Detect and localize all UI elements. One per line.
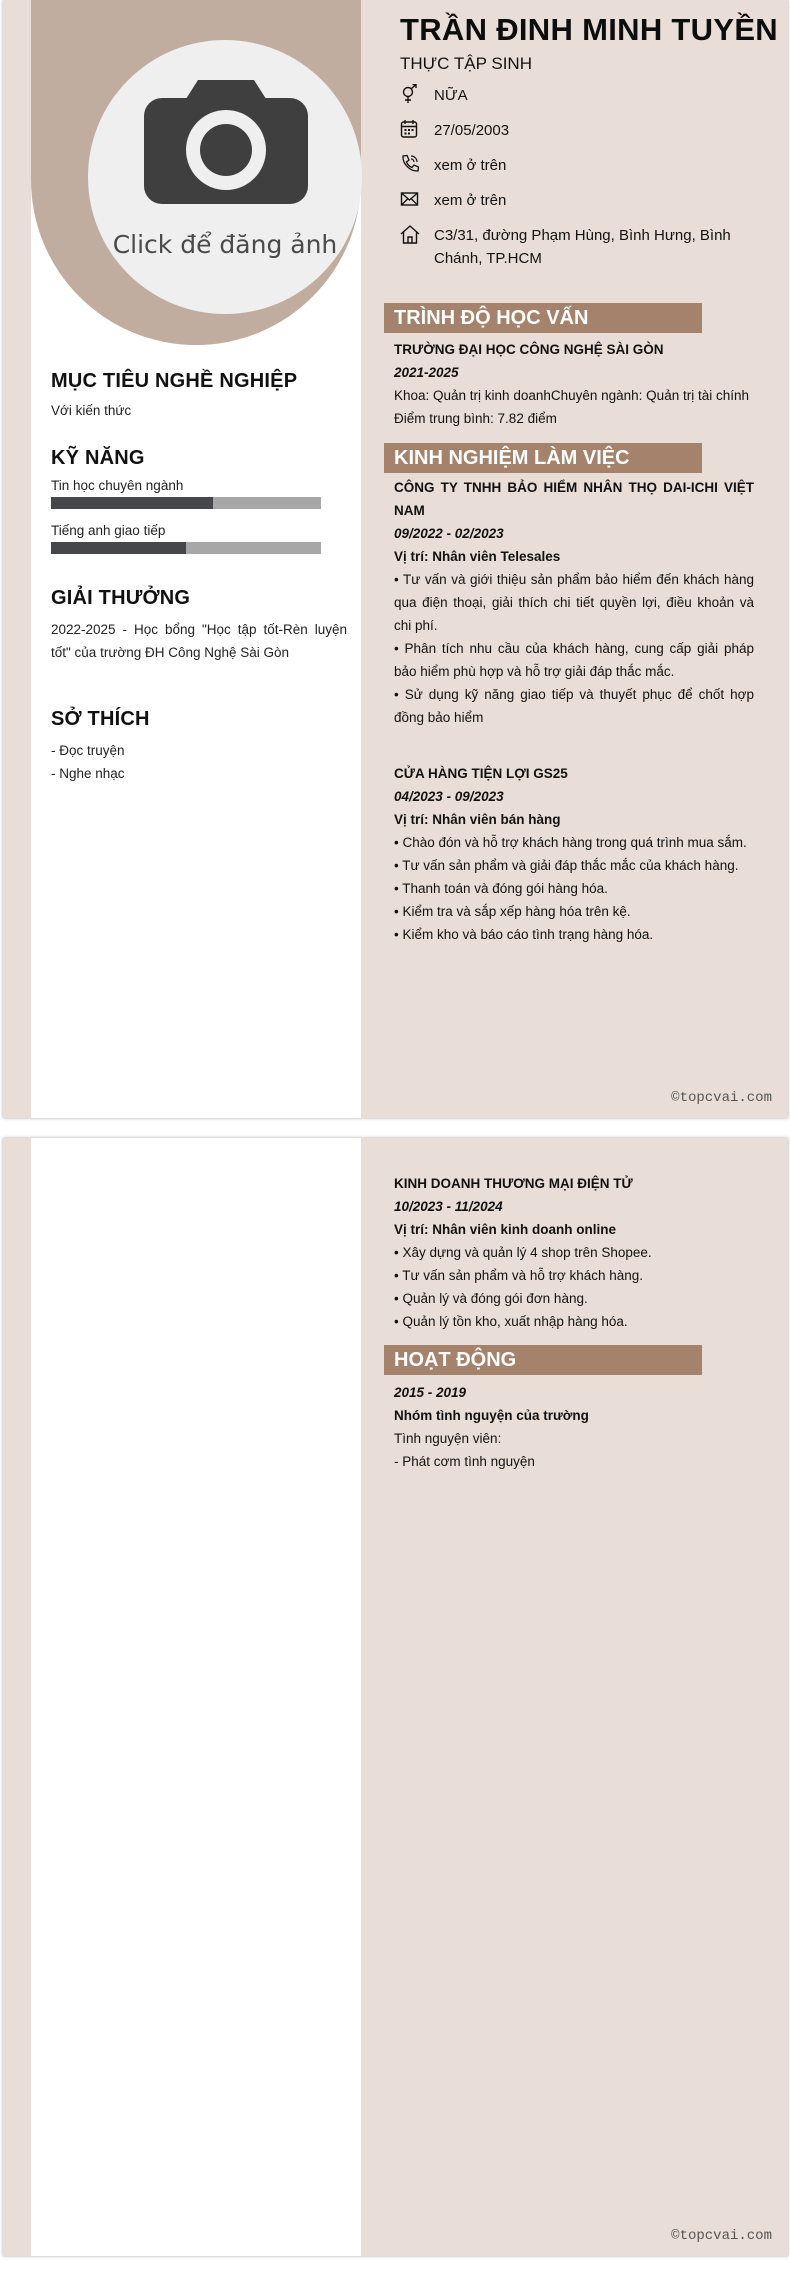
job-bullet: • Tư vấn sản phẩm và giải đáp thắc mắc của khách hàng. bbox=[394, 858, 739, 873]
skills-section bbox=[51, 447, 347, 554]
skill-bar-fill bbox=[51, 542, 186, 554]
education-gpa: Điểm trung bình: 7.82 điểm bbox=[394, 411, 557, 426]
camera-icon bbox=[144, 80, 308, 204]
cv-page-1 bbox=[3, 0, 788, 1118]
email-value: xem ở trên bbox=[434, 192, 507, 209]
activities-title: HOẠT ĐỘNG bbox=[384, 1345, 702, 1375]
activity-org: Nhóm tình nguyện của trường bbox=[394, 1408, 589, 1423]
phone-value: xem ở trên bbox=[434, 157, 507, 174]
job-block bbox=[394, 1172, 754, 1333]
hobby-item: - Nghe nhạc bbox=[51, 766, 125, 781]
job-position: Vị trí: Nhân viên bán hàng bbox=[394, 812, 561, 827]
hobbies-title: SỞ THÍCH bbox=[51, 708, 150, 730]
job-bullet: • Kiểm tra và sắp xếp hàng hóa trên kệ. bbox=[394, 904, 631, 919]
phone-row bbox=[400, 154, 770, 177]
activity-role: Tình nguyện viên: bbox=[394, 1431, 502, 1446]
cv-page-2 bbox=[3, 1138, 788, 2256]
job-bullet: • Quản lý tồn kho, xuất nhập hàng hóa. bbox=[394, 1314, 628, 1329]
objective-text: Với kiến thức bbox=[51, 403, 132, 418]
address-row bbox=[400, 224, 770, 270]
activity-block bbox=[394, 1381, 754, 1473]
job-block bbox=[394, 762, 754, 946]
photo-upload-label: Click để đăng ảnh bbox=[112, 230, 338, 259]
calendar-icon bbox=[400, 119, 434, 141]
birthday-row bbox=[400, 119, 770, 142]
activity-period: 2015 - 2019 bbox=[394, 1385, 467, 1400]
phone-icon bbox=[400, 154, 434, 176]
photo-upload[interactable] bbox=[88, 40, 362, 314]
hobby-item: - Đọc truyện bbox=[51, 743, 125, 758]
skill-label: Tiếng anh giao tiếp bbox=[51, 523, 166, 538]
address-value: C3/31, đường Phạm Hùng, Bình Hưng, Bình Chánh, TP.HCM bbox=[434, 227, 731, 267]
gender-value: NỮA bbox=[434, 87, 468, 104]
job-bullet: • Quản lý và đóng gói đơn hàng. bbox=[394, 1291, 588, 1306]
left-column bbox=[31, 1138, 361, 2256]
job-company: CÔNG TY TNHH BẢO HIỂM NHÂN THỌ DAI-ICHI VIỆT NAM bbox=[394, 480, 754, 518]
gender-row bbox=[400, 84, 770, 107]
candidate-name: TRẦN ĐINH MINH TUYỀN bbox=[400, 12, 778, 47]
job-company: KINH DOANH THƯƠNG MẠI ĐIỆN TỬ bbox=[394, 1176, 633, 1191]
hobbies-section bbox=[51, 708, 347, 785]
job-block bbox=[394, 476, 754, 729]
awards-title: GIẢI THƯỞNG bbox=[51, 587, 191, 609]
watermark: ©topcvai.com bbox=[671, 1090, 772, 1106]
awards-text: 2022-2025 - Học bổng "Học tập tốt-Rèn luyện tốt" của trường ĐH Công Nghệ Sài Gòn bbox=[51, 622, 347, 660]
job-bullet: • Phân tích nhu cầu của khách hàng, cung cấp giải pháp bảo hiểm phù hợp và hỗ trợ giải đáp thắc mắc. bbox=[394, 641, 754, 679]
experience-title: KINH NGHIỆM LÀM VIỆC bbox=[384, 443, 702, 473]
job-period: 04/2023 - 09/2023 bbox=[394, 789, 504, 804]
awards-section bbox=[51, 587, 347, 664]
education-major: Khoa: Quản trị kinh doanhChuyên ngành: Quản trị tài chính bbox=[394, 388, 749, 403]
skills-title: KỸ NĂNG bbox=[51, 447, 145, 469]
job-bullet: • Tư vấn và giới thiệu sản phẩm bảo hiểm đến khách hàng qua điện thoại, giải thích chi tiết quyền lợi, điều khoản và chi phí. bbox=[394, 572, 754, 633]
job-period: 10/2023 - 11/2024 bbox=[394, 1199, 503, 1214]
gender-icon bbox=[400, 84, 434, 106]
job-bullet: • Sử dụng kỹ năng giao tiếp và thuyết phục để chốt hợp đồng bảo hiểm bbox=[394, 687, 754, 725]
education-period: 2021-2025 bbox=[394, 365, 459, 380]
job-position: Vị trí: Nhân viên Telesales bbox=[394, 549, 561, 564]
education-title: TRÌNH ĐỘ HỌC VẤN bbox=[384, 303, 702, 333]
job-company: CỬA HÀNG TIỆN LỢI GS25 bbox=[394, 766, 568, 781]
left-strip bbox=[3, 1138, 31, 2256]
candidate-role: THỰC TẬP SINH bbox=[400, 54, 532, 73]
school-name: TRƯỜNG ĐẠI HỌC CÔNG NGHỆ SÀI GÒN bbox=[394, 342, 664, 357]
objective-section bbox=[51, 370, 347, 422]
skill-label: Tin học chuyên ngành bbox=[51, 478, 184, 493]
job-bullet: • Thanh toán và đóng gói hàng hóa. bbox=[394, 881, 608, 896]
home-icon bbox=[400, 224, 434, 246]
job-bullet: • Chào đón và hỗ trợ khách hàng trong quá trình mua sắm. bbox=[394, 835, 747, 850]
job-bullet: • Xây dựng và quản lý 4 shop trên Shopee. bbox=[394, 1245, 652, 1260]
skill-bar bbox=[51, 497, 321, 509]
email-row bbox=[400, 189, 770, 212]
activity-detail: - Phát cơm tình nguyện bbox=[394, 1454, 535, 1469]
birthday-value: 27/05/2003 bbox=[434, 122, 510, 139]
job-position: Vị trí: Nhân viên kinh doanh online bbox=[394, 1222, 617, 1237]
education-block bbox=[394, 338, 754, 430]
left-strip bbox=[3, 0, 31, 1118]
skill-bar bbox=[51, 542, 321, 554]
skill-bar-fill bbox=[51, 497, 213, 509]
job-period: 09/2022 - 02/2023 bbox=[394, 526, 504, 541]
job-bullet: • Kiểm kho và báo cáo tình trạng hàng hóa. bbox=[394, 927, 654, 942]
watermark: ©topcvai.com bbox=[671, 2228, 772, 2244]
photo-frame bbox=[31, 0, 361, 345]
job-bullet: • Tư vấn sản phẩm và hỗ trợ khách hàng. bbox=[394, 1268, 644, 1283]
mail-icon bbox=[400, 189, 434, 211]
objective-title: MỤC TIÊU NGHỀ NGHIỆP bbox=[51, 370, 298, 392]
